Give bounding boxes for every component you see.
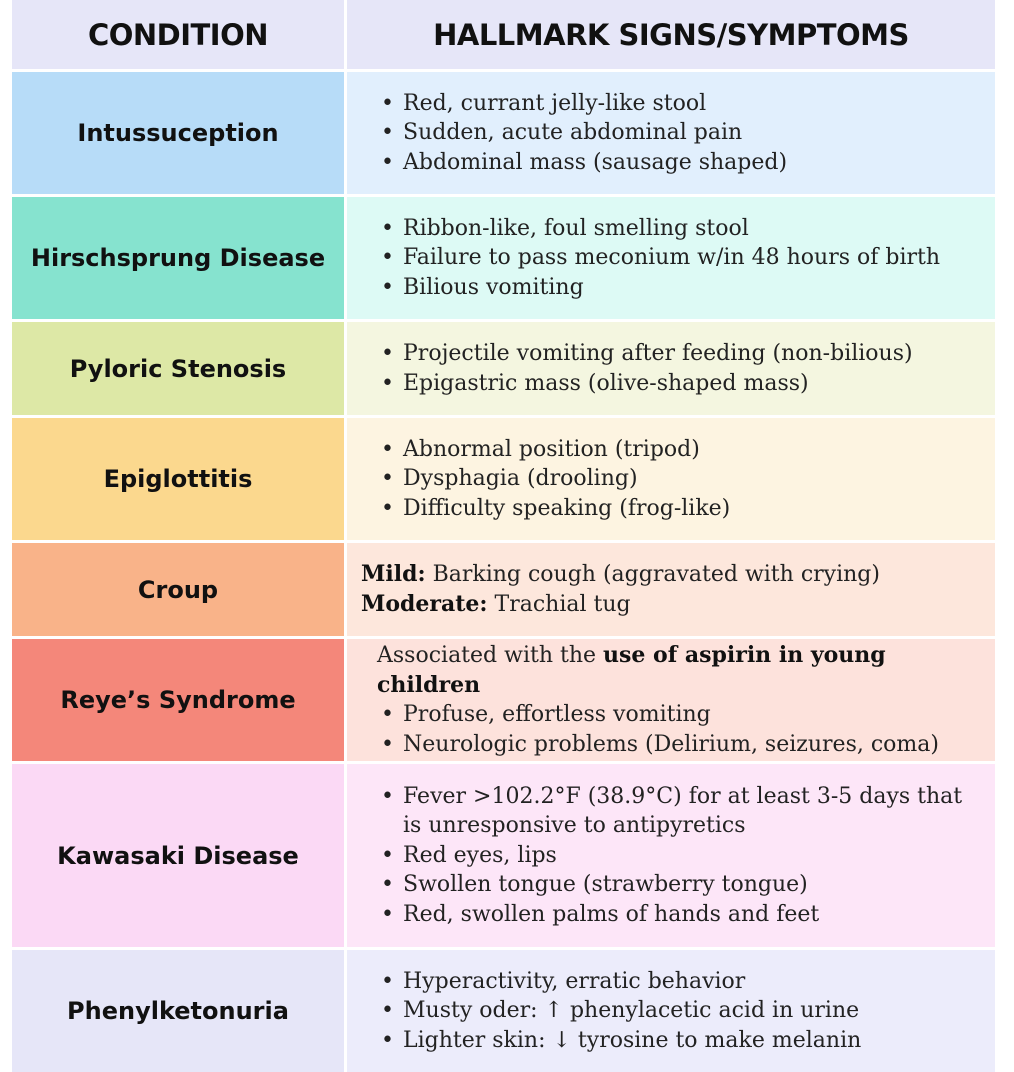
list-item: • Profuse, effortless vomiting: [377, 700, 983, 730]
signs-pyloric-stenosis: [347, 322, 995, 415]
condition-hirschsprung: Hirschsprung Disease: [12, 197, 344, 319]
list-item: • Bilious vomiting: [377, 273, 940, 303]
list-item: • Sudden, acute abdominal pain: [377, 118, 787, 148]
condition-reyes-syndrome: Reye’s Syndrome: [12, 639, 344, 761]
list-item: • Musty oder: ↑ phenylacetic acid in urine: [377, 996, 861, 1026]
list-item: • Swollen tongue (strawberry tongue): [377, 870, 983, 900]
header-signs: HALLMARK SIGNS/SYMPTOMS: [347, 0, 995, 69]
reye-intro-text: Associated with the: [377, 643, 604, 668]
list-item: • Red, currant jelly-like stool: [377, 89, 787, 119]
signs-phenylketonuria: [347, 950, 995, 1072]
list-item: • Red, swollen palms of hands and feet: [377, 900, 983, 930]
list-item: • Projectile vomiting after feeding (non-bilious): [377, 339, 913, 369]
list-item: • Dysphagia (drooling): [377, 464, 730, 494]
condition-epiglottitis: Epiglottitis: [12, 418, 344, 540]
signs-kawasaki: [347, 764, 995, 947]
condition-intussuception: Intussuception: [12, 72, 344, 194]
list-item: • Difficulty speaking (frog-like): [377, 494, 730, 524]
list-item: • Ribbon-like, foul smelling stool: [377, 214, 940, 244]
reye-intro: [377, 641, 983, 700]
signs-reyes-syndrome: [347, 639, 995, 761]
list-item: • Neurologic problems (Delirium, seizures, coma): [377, 730, 983, 760]
list-item: • Red eyes, lips: [377, 841, 983, 871]
signs-epiglottitis: [347, 418, 995, 540]
condition-phenylketonuria: Phenylketonuria: [12, 950, 344, 1072]
conditions-table: [12, 0, 992, 1072]
reye-intro-bold: use of aspirin in young children: [377, 642, 886, 698]
list-item: • Abnormal position (tripod): [377, 435, 730, 465]
header-condition: CONDITION: [12, 0, 344, 69]
condition-kawasaki: Kawasaki Disease: [12, 764, 344, 947]
moderate-text: Trachial tug: [487, 591, 631, 617]
signs-hirschsprung: [347, 197, 995, 319]
croup-mild-line: [361, 560, 880, 590]
signs-intussuception: [347, 72, 995, 194]
condition-pyloric-stenosis: Pyloric Stenosis: [12, 322, 344, 415]
list-item: • Fever >102.2°F (38.9°C) for at least 3-5 days that is unresponsive to antipyretics: [377, 782, 983, 841]
signs-croup: [347, 543, 995, 636]
mild-label: Mild:: [361, 561, 426, 587]
list-item: • Hyperactivity, erratic behavior: [377, 967, 861, 997]
list-item: • Abdominal mass (sausage shaped): [377, 148, 787, 178]
list-item: • Failure to pass meconium w/in 48 hours of birth: [377, 243, 940, 273]
moderate-label: Moderate:: [361, 590, 488, 617]
croup-moderate-line: [361, 590, 880, 620]
list-item: • Epigastric mass (olive-shaped mass): [377, 369, 913, 399]
list-item: • Lighter skin: ↓ tyrosine to make melanin: [377, 1026, 861, 1056]
mild-text: Barking cough (aggravated with crying): [425, 562, 880, 587]
condition-croup: Croup: [12, 543, 344, 636]
